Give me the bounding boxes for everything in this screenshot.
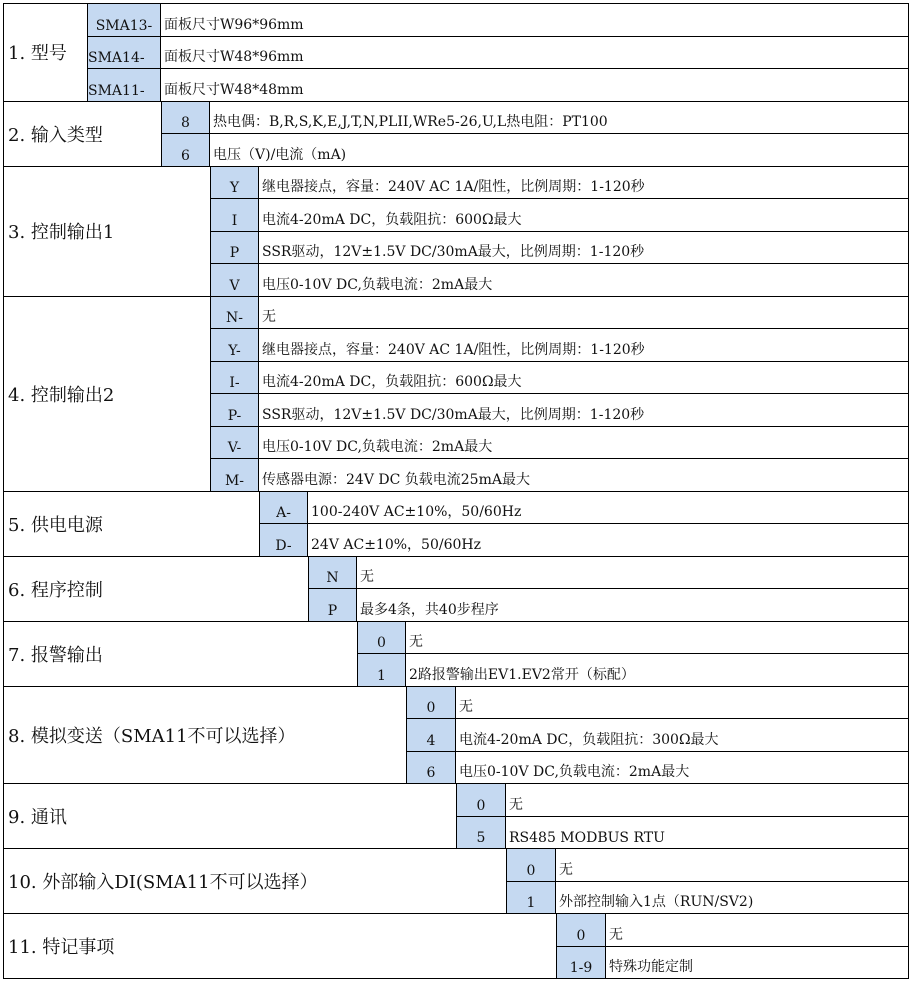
option-code: 0 — [556, 913, 606, 946]
group-label: 10. 外部输入DI(SMA11不可以选择） — [3, 848, 506, 913]
option-description: 无 — [357, 556, 909, 589]
group-label: 5. 供电电源 — [3, 491, 259, 556]
group-label: 3. 控制输出1 — [3, 166, 210, 296]
option-description: 无 — [556, 848, 909, 881]
option-description: 热电偶：B,R,S,K,E,J,T,N,PLII,WRe5-26,U,L热电阻：PT100 — [210, 101, 909, 134]
group-label: 2. 输入类型 — [3, 101, 161, 166]
option-description: 无 — [456, 686, 909, 719]
option-code: SMA11- — [87, 68, 161, 101]
option-code: A- — [259, 491, 308, 524]
option-description: 特殊功能定制 — [606, 946, 909, 979]
option-code: SMA13- — [87, 3, 161, 36]
option-code: 8 — [161, 101, 210, 134]
option-description: 传感器电源：24V DC 负载电流25mA最大 — [259, 458, 909, 491]
option-code: N — [308, 556, 357, 589]
option-description: SSR驱动，12V±1.5V DC/30mA最大，比例周期：1-120秒 — [259, 231, 909, 264]
group-label: 7. 报警输出 — [3, 621, 357, 686]
option-description: RS485 MODBUS RTU — [506, 816, 909, 849]
option-description: 24V AC±10%，50/60Hz — [308, 523, 909, 556]
option-description: 电压0-10V DC,负载电流：2mA最大 — [456, 751, 909, 784]
group-label: 11. 特记事项 — [3, 913, 556, 978]
option-description: 面板尺寸W96*96mm — [161, 3, 909, 36]
option-code: M- — [210, 458, 259, 491]
option-code: 0 — [506, 848, 556, 881]
option-description: 面板尺寸W48*96mm — [161, 36, 909, 69]
option-description: 无 — [406, 621, 909, 654]
option-description: 面板尺寸W48*48mm — [161, 68, 909, 101]
option-code: 6 — [406, 751, 456, 784]
option-description: 继电器接点，容量：240V AC 1A/阻性，比例周期：1-120秒 — [259, 166, 909, 199]
option-description: 电压（V)/电流（mA) — [210, 133, 909, 166]
option-code: P- — [210, 393, 259, 426]
option-code: V — [210, 263, 259, 296]
group-label: 4. 控制输出2 — [3, 296, 210, 491]
option-code: P — [308, 588, 357, 621]
option-code: 1 — [506, 881, 556, 914]
option-code: 4 — [406, 718, 456, 751]
option-description: 100-240V AC±10%，50/60Hz — [308, 491, 909, 524]
option-code: D- — [259, 523, 308, 556]
option-code: Y — [210, 166, 259, 199]
option-code: 6 — [161, 133, 210, 166]
option-description: 外部控制输入1点（RUN/SV2) — [556, 881, 909, 914]
group-label: 9. 通讯 — [3, 783, 456, 848]
option-description: 电压0-10V DC,负载电流：2mA最大 — [259, 426, 909, 459]
option-code: V- — [210, 426, 259, 459]
option-description: 电流4-20mA DC，负载阻抗：300Ω最大 — [456, 718, 909, 751]
option-description: 最多4条，共40步程序 — [357, 588, 909, 621]
option-code: Y- — [210, 328, 259, 361]
option-description: SSR驱动，12V±1.5V DC/30mA最大，比例周期：1-120秒 — [259, 393, 909, 426]
option-code: 0 — [357, 621, 406, 654]
option-description: 无 — [606, 913, 909, 946]
option-code: P — [210, 231, 259, 264]
group-label: 8. 模拟变送（SMA11不可以选择） — [3, 686, 406, 784]
group-label: 1. 型号 — [3, 3, 87, 101]
option-description: 2路报警输出EV1.EV2常开（标配） — [406, 653, 909, 686]
option-code: I — [210, 198, 259, 231]
option-description: 无 — [259, 296, 909, 329]
option-description: 无 — [506, 783, 909, 816]
option-description: 继电器接点，容量：240V AC 1A/阻性，比例周期：1-120秒 — [259, 328, 909, 361]
option-code: 0 — [456, 783, 506, 816]
option-code: 5 — [456, 816, 506, 849]
option-description: 电压0-10V DC,负载电流：2mA最大 — [259, 263, 909, 296]
option-code: 1-9 — [556, 946, 606, 979]
group-label: 6. 程序控制 — [3, 556, 308, 621]
option-description: 电流4-20mA DC，负载阻抗：600Ω最大 — [259, 198, 909, 231]
option-code: N- — [210, 296, 259, 329]
option-code: I- — [210, 361, 259, 394]
option-code: 1 — [357, 653, 406, 686]
option-code: SMA14- — [87, 36, 161, 69]
option-description: 电流4-20mA DC，负载阻抗：600Ω最大 — [259, 361, 909, 394]
option-code: 0 — [406, 686, 456, 719]
table-bottom-border — [3, 978, 909, 979]
